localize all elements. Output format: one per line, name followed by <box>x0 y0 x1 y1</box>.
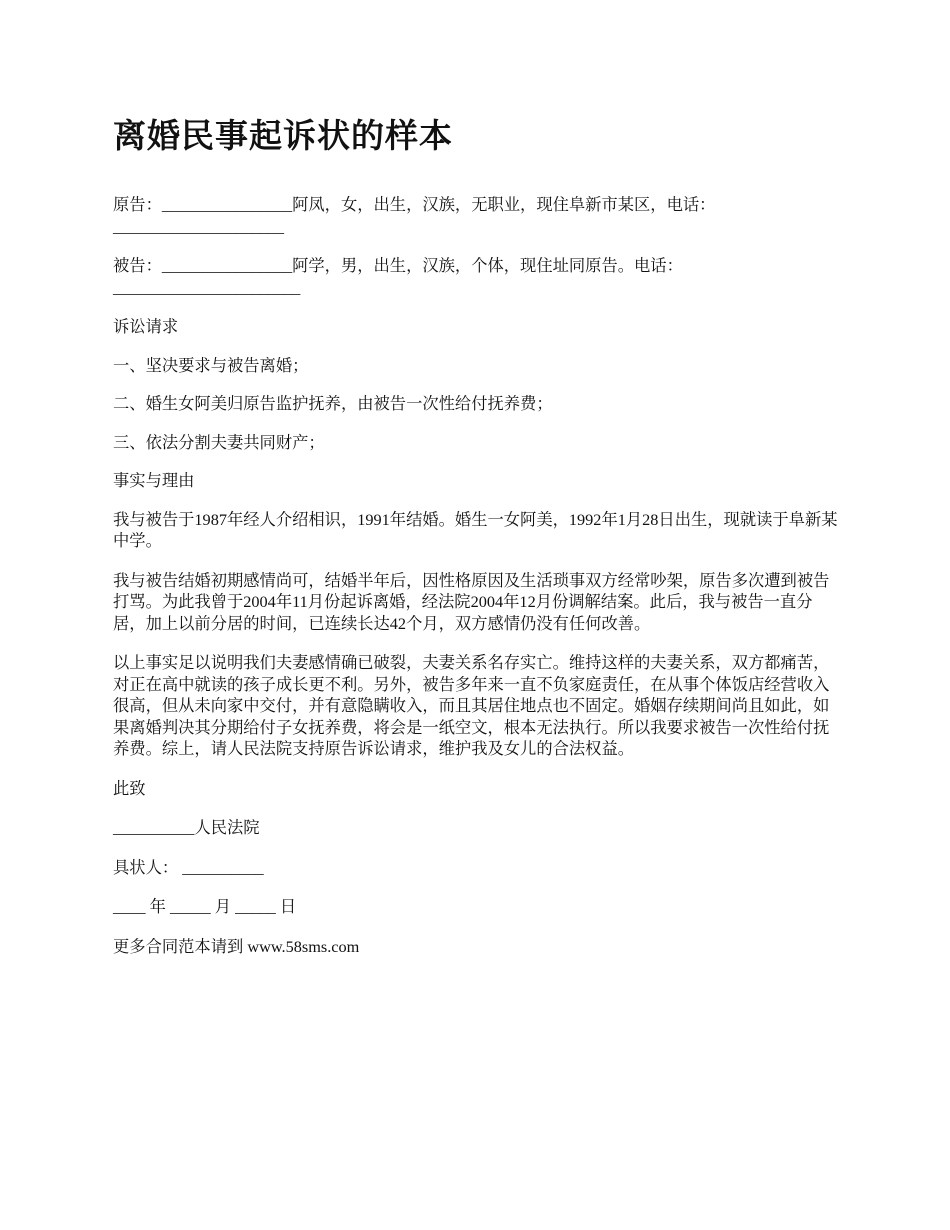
document-title: 离婚民事起诉状的样本 <box>113 116 453 155</box>
plaintiff-info: 原告：________________阿凤，女，出生，汉族，无职业，现住阜新市某区，电话：_____________________ <box>113 195 716 236</box>
facts-heading: 事实与理由 <box>113 471 195 490</box>
claim-item: 三、依法分割夫妻共同财产； <box>113 432 325 452</box>
claim-item: 二、婚生女阿美归原告监护抚养，由被告一次性给付抚养费； <box>113 394 553 413</box>
signer-line: 具状人： __________ <box>113 857 264 877</box>
facts-paragraph: 我与被告结婚初期感情尚可，结婚半年后，因性格原因及生活琐事双方经常吵架，原告多次遭到被告打骂。为此我曾于2004年11月份起诉离婚，经法院2004年12月份调解结案。此后，我与被告一直分居，加上以前分居的时间，已连续长达42个月，双方感情仍没有任何改善。 <box>113 570 830 633</box>
facts-paragraph: 以上事实足以说明我们夫妻感情确已破裂，夫妻关系名存实亡。维持这样的夫妻关系，双方都痛苦，对正在高中就读的孩子成长更不利。另外，被告多年来一直不负家庭责任，在从事个体饭店经营收入很高，但从未向家中交付，并有意隐瞒收入，而且其居住地点也不固定。婚姻存续期间尚且如此，如果离婚判决其分期给付子女抚养费，将会是一纸空文，根本无法执行。所以我要求被告一次性给付抚养费。综上，请人民法院支持原告诉讼请求，维护我及女儿的合法权益。 <box>113 653 830 758</box>
claims-heading: 诉讼请求 <box>113 317 179 336</box>
defendant-info: 被告：________________阿学，男，出生，汉族，个体，现住址同原告。电话：_______________________ <box>113 256 683 297</box>
date-line: ____ 年 _____ 月 _____ 日 <box>113 897 297 916</box>
facts-paragraph: 我与被告于1987年经人介绍相识，1991年结婚。婚生一女阿美，1992年1月28日出生，现就读于阜新某中学。 <box>113 509 838 550</box>
court-line: __________人民法院 <box>113 818 260 837</box>
closing-salutation: 此致 <box>113 778 146 798</box>
footer-link-text: 更多合同范本请到 www.58sms.com <box>113 936 360 956</box>
claim-item: 一、坚决要求与被告离婚； <box>113 355 309 375</box>
